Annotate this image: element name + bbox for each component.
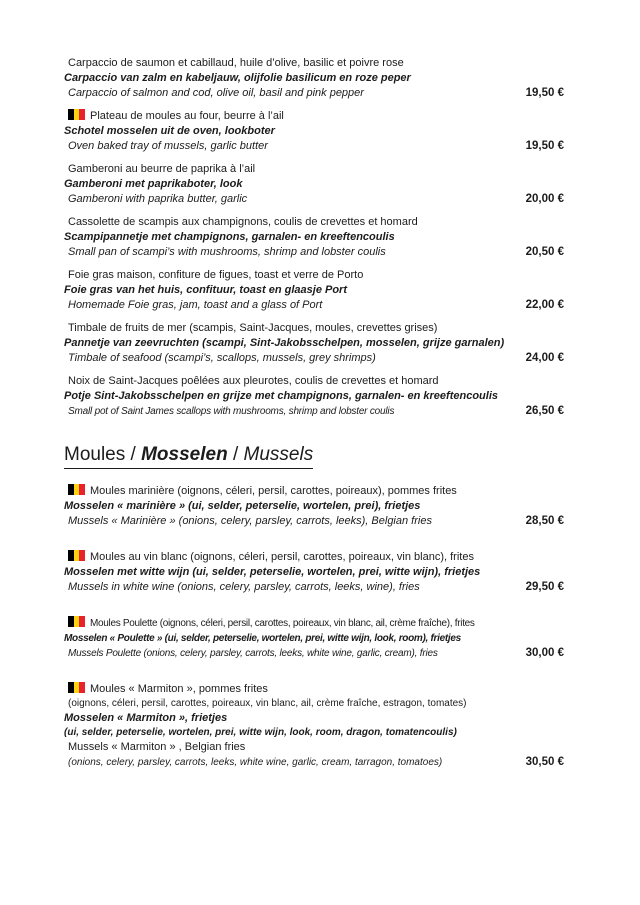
item-line-nl: [64, 124, 564, 139]
item-line-en: [64, 740, 564, 755]
item-text-en: Small pot of Saint James scallops with mushrooms, shrimp and lobster coulis: [68, 406, 395, 417]
item-text-nl: Potje Sint-Jakobsschelpen en grijze met champignons, garnalen- en kreeftencoulis: [64, 390, 498, 402]
item-line-nl: [64, 336, 564, 351]
belgian-flag-icon: [68, 616, 85, 627]
item-price: 19,50 €: [525, 140, 564, 152]
heading-separator: /: [125, 444, 142, 465]
heading-nl: Mosselen: [141, 444, 228, 465]
heading-en: Mussels: [243, 444, 314, 465]
item-line-fr: [64, 550, 564, 565]
item-line-nl: [64, 230, 564, 245]
item-line-en: [64, 86, 564, 101]
item-text-nl: Gamberoni met paprikaboter, look: [64, 178, 243, 190]
item-text-en: Mussels in white wine (onions, celery, parsley, carrots, leeks, wine), fries: [68, 581, 420, 593]
item-line-nl: [64, 177, 564, 192]
item-text-fr: Timbale de fruits de mer (scampis, Saint-Jacques, moules, crevettes grises): [68, 322, 438, 334]
item-text-en: Timbale of seafood (scampi’s, scallops, mussels, grey shrimps): [68, 352, 376, 364]
item-price: 19,50 €: [525, 87, 564, 99]
item-text-fr: Moules Poulette (oignons, céleri, persil, carottes, poireaux, vin blanc, ail, crème fraîche), frites: [90, 618, 475, 629]
item-line-fr: [64, 484, 564, 499]
menu-item-marmiton: [64, 682, 564, 770]
item-line-fr: [64, 268, 564, 283]
item-price: 20,50 €: [525, 246, 564, 258]
item-line-nl: [64, 565, 564, 580]
menu-item-timbale: [64, 321, 564, 366]
item-line-en: [64, 192, 564, 207]
menu-item-vin-blanc: [64, 550, 564, 595]
item-text-en: Mussels Poulette (onions, celery, parsley, carrots, leeks, white wine, garlic, cream), fries: [68, 648, 438, 659]
menu-item-carpaccio: [64, 56, 564, 101]
item-text-fr: Plateau de moules au four, beurre à l’ail: [90, 110, 284, 122]
belgian-flag-icon: [68, 550, 85, 561]
item-text-nl: Mosselen « Marmiton », frietjes: [64, 712, 228, 724]
item-line-fr: [64, 56, 564, 71]
item-line-fr: [64, 374, 564, 389]
menu-item-mariniere: [64, 484, 564, 529]
item-line-fr-note: [64, 697, 564, 711]
menu-item-cassolette-scampis: [64, 215, 564, 260]
item-price: 24,00 €: [525, 352, 564, 364]
item-text-fr: Foie gras maison, confiture de figues, toast et verre de Porto: [68, 269, 364, 281]
item-text-nl: Carpaccio van zalm en kabeljauw, olijfolie basilicum en roze peper: [64, 72, 411, 84]
menu-item-gamberoni: [64, 162, 564, 207]
belgian-flag-icon: [68, 682, 85, 693]
item-text-fr: Noix de Saint-Jacques poêlées aux pleurotes, coulis de crevettes et homard: [68, 375, 439, 387]
item-line-fr: [64, 162, 564, 177]
item-price: 22,00 €: [525, 299, 564, 311]
menu-item-moules-four: [64, 109, 564, 154]
item-line-en: [64, 514, 564, 529]
item-text-fr: Moules au vin blanc (oignons, céleri, persil, carottes, poireaux, vin blanc), frites: [90, 551, 474, 563]
item-price: 30,50 €: [525, 756, 564, 768]
belgian-flag-icon: [68, 109, 85, 120]
item-line-fr: [64, 109, 564, 124]
item-text-fr: Moules « Marmiton », pommes frites: [90, 683, 268, 695]
item-line-en-note: [64, 755, 564, 770]
item-text-en: Carpaccio of salmon and cod, olive oil, basil and pink pepper: [68, 87, 364, 99]
item-line-nl: [64, 631, 564, 646]
item-text-nl: Mosselen met witte wijn (ui, selder, peterselie, wortelen, prei, witte wijn), frietjes: [64, 566, 481, 578]
item-text-fr: Carpaccio de saumon et cabillaud, huile d’olive, basilic et poivre rose: [68, 57, 404, 69]
item-text-en: Gamberoni with paprika butter, garlic: [68, 193, 248, 205]
item-text-en: Oven baked tray of mussels, garlic butter: [68, 140, 268, 152]
item-price: 30,00 €: [525, 647, 564, 659]
item-line-en: [64, 646, 564, 661]
menu-item-poulette: [64, 616, 564, 661]
heading-fr: Moules: [64, 444, 126, 465]
item-price: 20,00 €: [525, 193, 564, 205]
item-text-nl: Scampipannetje met champignons, garnalen- en kreeftencoulis: [64, 231, 395, 243]
item-line-nl: [64, 711, 564, 726]
item-price: 28,50 €: [525, 515, 564, 527]
belgian-flag-icon: [68, 484, 85, 495]
item-line-nl: [64, 283, 564, 298]
item-line-en: [64, 404, 564, 419]
item-text-nl: Mosselen « Poulette » (ui, selder, peterselie, wortelen, prei, witte wijn, look, room), frietjes: [64, 633, 461, 644]
item-line-fr: [64, 616, 564, 631]
item-line-en: [64, 351, 564, 366]
item-line-fr: [64, 215, 564, 230]
item-text-fr: Cassolette de scampis aux champignons, coulis de crevettes et homard: [68, 216, 418, 228]
menu-item-foie-gras: [64, 268, 564, 313]
item-line-en: [64, 580, 564, 595]
item-text-nl-note: (ui, selder, peterselie, wortelen, prei, witte wijn, look, room, dragon, tomatencoulis): [64, 727, 457, 738]
item-line-nl: [64, 499, 564, 514]
item-line-en: [64, 139, 564, 154]
item-text-nl: Schotel mosselen uit de oven, lookboter: [64, 125, 275, 137]
item-text-en: Mussels « Marinière » (onions, celery, parsley, carrots, leeks), Belgian fries: [68, 515, 432, 527]
item-line-nl: [64, 389, 564, 404]
heading-separator: /: [227, 444, 244, 465]
item-line-fr: [64, 682, 564, 697]
item-text-fr: Gamberoni au beurre de paprika à l’ail: [68, 163, 256, 175]
menu-item-st-jacques: [64, 374, 564, 419]
item-text-fr-note: (oignons, céleri, persil, carottes, poireaux, vin blanc, ail, crème fraîche, estragon, tomates): [68, 698, 467, 709]
item-text-en: Small pan of scampi’s with mushrooms, shrimp and lobster coulis: [68, 246, 386, 258]
mussels-heading-text: [64, 443, 313, 469]
item-price: 26,50 €: [525, 405, 564, 417]
item-text-nl: Mosselen « marinière » (ui, selder, peterselie, wortelen, prei), frietjes: [64, 500, 421, 512]
item-text-en-note: (onions, celery, parsley, carrots, leeks, white wine, garlic, cream, tarragon, tomatoes): [68, 757, 443, 768]
item-line-nl-note: [64, 726, 564, 740]
mussels-section: [64, 484, 564, 770]
starters-section: [64, 56, 564, 419]
item-text-nl: Foie gras van het huis, confituur, toast en glaasje Port: [64, 284, 348, 296]
item-price: 29,50 €: [525, 581, 564, 593]
item-text-fr: Moules marinière (oignons, céleri, persil, carottes, poireaux), pommes frites: [90, 485, 457, 497]
item-line-fr: [64, 321, 564, 336]
item-line-nl: [64, 71, 564, 86]
item-line-en: [64, 245, 564, 260]
item-line-en: [64, 298, 564, 313]
item-text-en: Homemade Foie gras, jam, toast and a glass of Port: [68, 299, 323, 311]
item-text-en: Mussels « Marmiton » , Belgian fries: [68, 741, 246, 753]
item-text-nl: Pannetje van zeevruchten (scampi, Sint-Jakobsschelpen, mosselen, grijze garnalen): [64, 337, 505, 349]
mussels-heading: [64, 443, 564, 469]
